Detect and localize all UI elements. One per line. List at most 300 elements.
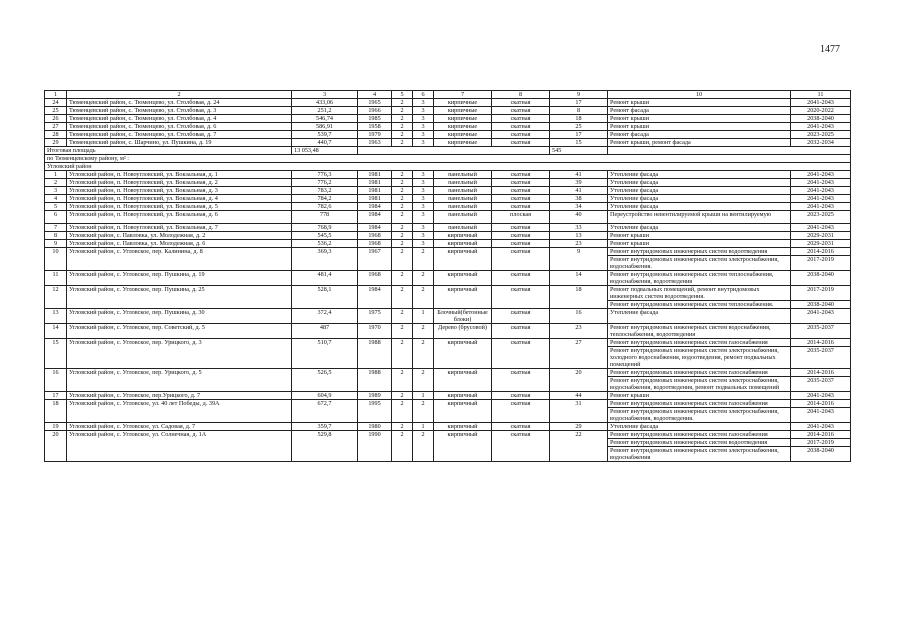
row-number: 14 [45,324,67,339]
row-number: 15 [45,339,67,369]
work-cell: Ремонт внутридомовых инженерных систем электроснабжения, водоснабжения. [608,256,791,271]
roof-type-cell: скатная [492,195,550,203]
entrances-cell: 1 [413,423,434,431]
floors-cell: 2 [392,309,413,324]
roof-type-cell: скатная [492,431,550,462]
year-cell: 1968 [358,271,392,286]
floors-cell: 2 [392,179,413,187]
table-row [45,171,851,179]
area-cell: 526,5 [292,369,358,392]
period-cell: 2017-2019 [791,256,851,271]
area-cell: 545,5 [292,232,358,240]
header-cell: 6 [413,91,434,99]
points-cell: 17 [550,131,608,139]
floors-cell: 2 [392,286,413,309]
address-cell: Угловский район, с. Угловское, пер. Урицкого, д. 5 [67,369,292,392]
area-cell: 672,7 [292,400,358,423]
header-cell: 2 [67,91,292,99]
page-number: 1477 [820,44,840,55]
points-cell: 27 [550,339,608,369]
row-number: 13 [45,309,67,324]
table-row [45,271,851,286]
floors-cell: 2 [392,107,413,115]
period-cell: 2035-2037 [791,377,851,392]
points-cell: 41 [550,171,608,179]
period-cell: 2029-2031 [791,240,851,248]
address-cell: Угловский район, с. Угловское, пер. Советский, д. 5 [67,324,292,339]
points-cell: 14 [550,271,608,286]
entrances-cell: 1 [413,309,434,324]
wall-material-cell: панельный [434,187,492,195]
entrances-cell: 2 [413,400,434,423]
points-cell: 33 [550,224,608,232]
period-cell: 2041-2043 [791,171,851,179]
wall-material-cell: кирпичный [434,392,492,400]
entrances-cell: 2 [413,248,434,271]
points-cell: 13 [550,232,608,240]
table-row [45,115,851,123]
points-cell: 38 [550,195,608,203]
address-cell: Тюменцевский район, с. Тюменцево, ул. Столбовая, д. 7 [67,131,292,139]
work-cell: Утепление фасада [608,187,791,195]
floors-cell: 2 [392,392,413,400]
row-number: 9 [45,240,67,248]
entrances-cell: 2 [413,369,434,392]
empty-cell [358,147,550,155]
year-cell: 1979 [358,131,392,139]
entrances-cell: 3 [413,123,434,131]
period-cell: 2041-2043 [791,224,851,232]
table-row [45,139,851,147]
address-cell: Угловский район, с. Угловское, пер. Калинина, д. 8 [67,248,292,271]
period-cell: 2020-2022 [791,107,851,115]
roof-type-cell: скатная [492,369,550,392]
table-row [45,369,851,377]
wall-material-cell: кирпичный [434,248,492,271]
year-cell: 1965 [358,99,392,107]
address-cell: Тюменцевский район, с. Тюменцево, ул. Столбовая, д. 4 [67,115,292,123]
header-cell: 5 [392,91,413,99]
points-cell: 15 [550,139,608,147]
area-cell: 778 [292,211,358,224]
work-cell: Ремонт внутридомовых инженерных систем электроснабжения, холодного водоснабжения, водоотведения, ремонт подвальных помещений [608,347,791,369]
address-cell: Угловский район, с. Угловское, пер. Пушкина, д. 19 [67,271,292,286]
roof-type-cell: скатная [492,324,550,339]
floors-cell: 2 [392,171,413,179]
area-cell: 359,7 [292,423,358,431]
wall-material-cell: кирпичный [434,232,492,240]
area-cell: 528,1 [292,286,358,309]
work-cell: Утепление фасада [608,203,791,211]
address-cell: Угловский район, п. Новоугловский, ул. Вокзальная, д. 1 [67,171,292,179]
year-cell: 1981 [358,171,392,179]
wall-material-cell: кирпичный [434,423,492,431]
work-cell: Утепление фасада [608,195,791,203]
floors-cell: 2 [392,203,413,211]
roof-type-cell: скатная [492,232,550,240]
roof-type-cell: скатная [492,139,550,147]
work-cell: Ремонт фасада [608,131,791,139]
row-number: 10 [45,248,67,271]
table-row [45,187,851,195]
row-number: 8 [45,232,67,240]
row-number: 2 [45,179,67,187]
work-cell: Ремонт внутридомовых инженерных систем газоснабжения [608,400,791,408]
address-cell: Угловский район, с. Угловское, пер. Пушкина, д. 30 [67,309,292,324]
wall-material-cell: кирпичный [434,286,492,309]
header-row [45,91,851,99]
address-cell: Угловский район, с. Угловское, пер. Пушкина, д. 25 [67,286,292,309]
total-row [45,155,851,163]
roof-type-cell: скатная [492,240,550,248]
points-cell: 44 [550,392,608,400]
section-row [45,163,851,171]
wall-material-cell: Дерево (брусовой) [434,324,492,339]
roof-type-cell: скатная [492,115,550,123]
points-cell: 23 [550,324,608,339]
wall-material-cell: кирпичные [434,139,492,147]
floors-cell: 2 [392,240,413,248]
period-cell: 2014-2016 [791,400,851,408]
work-cell: Ремонт крыши, ремонт фасада [608,139,791,147]
roof-type-cell: скатная [492,179,550,187]
year-cell: 1984 [358,211,392,224]
points-cell: 31 [550,400,608,423]
floors-cell: 2 [392,115,413,123]
row-number: 27 [45,123,67,131]
area-cell: 539,7 [292,131,358,139]
period-cell: 2014-2016 [791,369,851,377]
wall-material-cell: панельный [434,195,492,203]
year-cell: 1988 [358,339,392,369]
roof-type-cell: скатная [492,107,550,115]
wall-material-cell: кирпичные [434,115,492,123]
work-cell: Переустройство невентилируемой крыши на вентилируемую [608,211,791,224]
table-row [45,179,851,187]
wall-material-cell: панельный [434,211,492,224]
wall-material-cell: Блочный(бетонные блоки) [434,309,492,324]
area-cell: 369,3 [292,248,358,271]
roof-type-cell: скатная [492,224,550,232]
year-cell: 1995 [358,400,392,423]
year-cell: 1968 [358,240,392,248]
work-cell: Ремонт крыши [608,99,791,107]
area-cell: 433,06 [292,99,358,107]
period-cell: 2014-2016 [791,431,851,439]
area-cell: 546,74 [292,115,358,123]
table-row [45,240,851,248]
period-cell: 2029-2031 [791,232,851,240]
wall-material-cell: кирпичные [434,99,492,107]
row-number: 11 [45,271,67,286]
floors-cell: 2 [392,431,413,462]
total-count: 545 [550,147,608,155]
entrances-cell: 3 [413,99,434,107]
header-cell: 1 [45,91,67,99]
roof-type-cell: скатная [492,187,550,195]
year-cell: 1981 [358,179,392,187]
total-label: по Тюменцевскому району, м² : [45,155,851,163]
address-cell: Тюменцевский район, с. Шарчино, ул. Пушкина, д. 19 [67,139,292,147]
header-cell: 9 [550,91,608,99]
points-cell: 34 [550,203,608,211]
empty-cell [608,147,851,155]
area-cell: 768,9 [292,224,358,232]
work-cell: Ремонт внутридомовых инженерных систем электроснабжения, водоснабжения, водоотведения. [608,408,791,423]
points-cell: 39 [550,179,608,187]
address-cell: Угловский район, с. Угловское, ул. Солнечная, д. 1А [67,431,292,462]
wall-material-cell: панельный [434,171,492,179]
roof-type-cell: скатная [492,400,550,423]
period-cell: 2035-2037 [791,347,851,369]
wall-material-cell: кирпичный [434,431,492,462]
table-row [45,224,851,232]
year-cell: 1966 [358,107,392,115]
work-cell: Утепление фасада [608,224,791,232]
entrances-cell: 3 [413,131,434,139]
row-number: 3 [45,187,67,195]
address-cell: Угловский район, п. Новоугловский, ул. Вокзальная, д. 4 [67,195,292,203]
total-row [45,147,851,155]
table-row [45,392,851,400]
entrances-cell: 3 [413,224,434,232]
year-cell: 1970 [358,324,392,339]
row-number: 29 [45,139,67,147]
row-number: 7 [45,224,67,232]
address-cell: Тюменцевский район, с. Тюменцево, ул. Столбовая, д. 6 [67,123,292,131]
period-cell: 2041-2043 [791,99,851,107]
work-cell: Ремонт внутридомовых инженерных систем электроснабжения, водоснабжения [608,447,791,462]
address-cell: Тюменцевский район, с. Тюменцево, ул. Столбовая, д. 24 [67,99,292,107]
area-cell: 783,2 [292,187,358,195]
work-cell: Ремонт внутридомовых инженерных систем теплоснабжения, водоснабжения, водоотведения [608,271,791,286]
work-cell: Ремонт внутридомовых инженерных систем электроснабжения, водоснабжения, водоотведения, ремонт подвальных помещений [608,377,791,392]
entrances-cell: 3 [413,211,434,224]
address-cell: Угловский район, с. Угловское, пер.Урицкого, д. 7 [67,392,292,400]
period-cell: 2038-2040 [791,447,851,462]
wall-material-cell: кирпичный [434,339,492,369]
points-cell: 41 [550,187,608,195]
area-cell: 251,2 [292,107,358,115]
roof-type-cell: скатная [492,203,550,211]
wall-material-cell: кирпичный [434,369,492,392]
work-cell: Утепление фасада [608,179,791,187]
area-cell: 604,9 [292,392,358,400]
area-cell: 782,6 [292,203,358,211]
address-cell: Угловский район, с. Павловка, ул. Молодежная, д. 6 [67,240,292,248]
table-row [45,195,851,203]
floors-cell: 2 [392,248,413,271]
period-cell: 2023-2025 [791,131,851,139]
wall-material-cell: кирпичный [434,240,492,248]
points-cell: 18 [550,286,608,309]
year-cell: 1975 [358,309,392,324]
wall-material-cell: панельный [434,179,492,187]
work-cell: Ремонт внутридомовых инженерных систем газоснабжения [608,339,791,347]
area-cell: 487 [292,324,358,339]
entrances-cell: 3 [413,107,434,115]
address-cell: Угловский район, п. Новоугловский, ул. Вокзальная, д. 6 [67,211,292,224]
floors-cell: 2 [392,139,413,147]
year-cell: 1984 [358,286,392,309]
table-row [45,423,851,431]
work-cell: Ремонт крыши [608,115,791,123]
row-number: 20 [45,431,67,462]
address-cell: Угловский район, с. Угловское, пер. Урицкого, д. 3 [67,339,292,369]
points-cell: 20 [550,369,608,392]
floors-cell: 2 [392,369,413,392]
wall-material-cell: панельный [434,224,492,232]
work-cell: Ремонт крыши [608,232,791,240]
row-number: 17 [45,392,67,400]
header-cell: 11 [791,91,851,99]
work-cell: Ремонт внутридомовых инженерных систем водоснабжения, теплоснабжения, водоотведения [608,324,791,339]
period-cell: 2035-2037 [791,324,851,339]
entrances-cell: 3 [413,195,434,203]
work-cell: Ремонт внутридомовых инженерных систем водоотведения [608,439,791,447]
table-row [45,232,851,240]
area-cell: 529,8 [292,431,358,462]
year-cell: 1985 [358,115,392,123]
wall-material-cell: кирпичные [434,123,492,131]
points-cell: 17 [550,99,608,107]
area-cell: 510,7 [292,339,358,369]
floors-cell: 2 [392,423,413,431]
period-cell: 2041-2043 [791,179,851,187]
row-number: 28 [45,131,67,139]
entrances-cell: 3 [413,240,434,248]
period-cell: 2041-2043 [791,423,851,431]
header-cell: 8 [492,91,550,99]
row-number: 6 [45,211,67,224]
period-cell: 2038-2040 [791,301,851,309]
entrances-cell: 3 [413,232,434,240]
table-row [45,400,851,408]
work-cell: Ремонт внутридомовых инженерных систем водоотведения [608,248,791,256]
period-cell: 2041-2043 [791,203,851,211]
floors-cell: 2 [392,339,413,369]
row-number: 1 [45,171,67,179]
year-cell: 1980 [358,423,392,431]
floors-cell: 2 [392,224,413,232]
entrances-cell: 3 [413,171,434,179]
points-cell: 18 [550,115,608,123]
area-cell: 440,7 [292,139,358,147]
period-cell: 2023-2025 [791,211,851,224]
table-row [45,248,851,256]
row-number: 26 [45,115,67,123]
roof-type-cell: скатная [492,286,550,309]
address-cell: Угловский район, п. Новоугловский, ул. Вокзальная, д. 7 [67,224,292,232]
address-cell: Угловский район, с. Угловское, ул. 40 лет Победы, д. 39А [67,400,292,423]
floors-cell: 2 [392,123,413,131]
points-cell: 25 [550,123,608,131]
floors-cell: 2 [392,99,413,107]
work-cell: Ремонт подвальных помещений, ремонт внутридомовых инженерных систем водоотведения. [608,286,791,301]
floors-cell: 2 [392,195,413,203]
roof-type-cell: скатная [492,99,550,107]
roof-type-cell: скатная [492,339,550,369]
floors-cell: 2 [392,271,413,286]
work-cell: Ремонт крыши [608,240,791,248]
period-cell: 2014-2016 [791,248,851,256]
year-cell: 1984 [358,224,392,232]
roof-type-cell: скатная [492,248,550,271]
work-cell: Ремонт фасада [608,107,791,115]
wall-material-cell: кирпичный [434,400,492,423]
floors-cell: 2 [392,324,413,339]
table-row [45,99,851,107]
entrances-cell: 2 [413,286,434,309]
work-cell: Ремонт крыши [608,123,791,131]
roof-type-cell: скатная [492,392,550,400]
header-cell: 7 [434,91,492,99]
row-number: 24 [45,99,67,107]
floors-cell: 2 [392,211,413,224]
section-title: Угловский район [45,163,851,171]
address-cell: Угловский район, п. Новоугловский, ул. Вокзальная, д. 2 [67,179,292,187]
entrances-cell: 2 [413,339,434,369]
area-cell: 776,2 [292,179,358,187]
table-row [45,286,851,301]
area-cell: 776,3 [292,171,358,179]
work-cell: Ремонт внутридомовых инженерных систем газоснабжения [608,431,791,439]
period-cell: 2032-2034 [791,139,851,147]
table-row [45,203,851,211]
year-cell: 1984 [358,203,392,211]
header-cell: 3 [292,91,358,99]
row-number: 18 [45,400,67,423]
entrances-cell: 1 [413,392,434,400]
work-cell: Ремонт внутридомовых инженерных систем газоснабжения [608,369,791,377]
header-cell: 10 [608,91,791,99]
year-cell: 1958 [358,123,392,131]
period-cell: 2014-2016 [791,339,851,347]
total-area: 13 053,48 [292,147,358,155]
row-number: 4 [45,195,67,203]
table-row [45,309,851,324]
roof-type-cell: скатная [492,171,550,179]
address-cell: Угловский район, с. Угловское, ул. Садовая, д. 7 [67,423,292,431]
period-cell: 2041-2043 [791,123,851,131]
housing-repair-table [44,90,851,462]
entrances-cell: 2 [413,324,434,339]
floors-cell: 2 [392,187,413,195]
roof-type-cell: скатная [492,131,550,139]
entrances-cell: 2 [413,271,434,286]
period-cell: 2017-2019 [791,439,851,447]
entrances-cell: 3 [413,203,434,211]
year-cell: 1989 [358,392,392,400]
period-cell: 2017-2019 [791,286,851,301]
table-row [45,131,851,139]
area-cell: 372,4 [292,309,358,324]
table-row [45,211,851,224]
table-row [45,324,851,339]
row-number: 25 [45,107,67,115]
entrances-cell: 3 [413,187,434,195]
roof-type-cell: плоская [492,211,550,224]
points-cell: 16 [550,309,608,324]
floors-cell: 2 [392,131,413,139]
table-row [45,339,851,347]
period-cell: 2041-2043 [791,195,851,203]
row-number: 12 [45,286,67,309]
area-cell: 586,91 [292,123,358,131]
area-cell: 536,2 [292,240,358,248]
entrances-cell: 2 [413,431,434,462]
address-cell: Угловский район, п. Новоугловский, ул. Вокзальная, д. 3 [67,187,292,195]
